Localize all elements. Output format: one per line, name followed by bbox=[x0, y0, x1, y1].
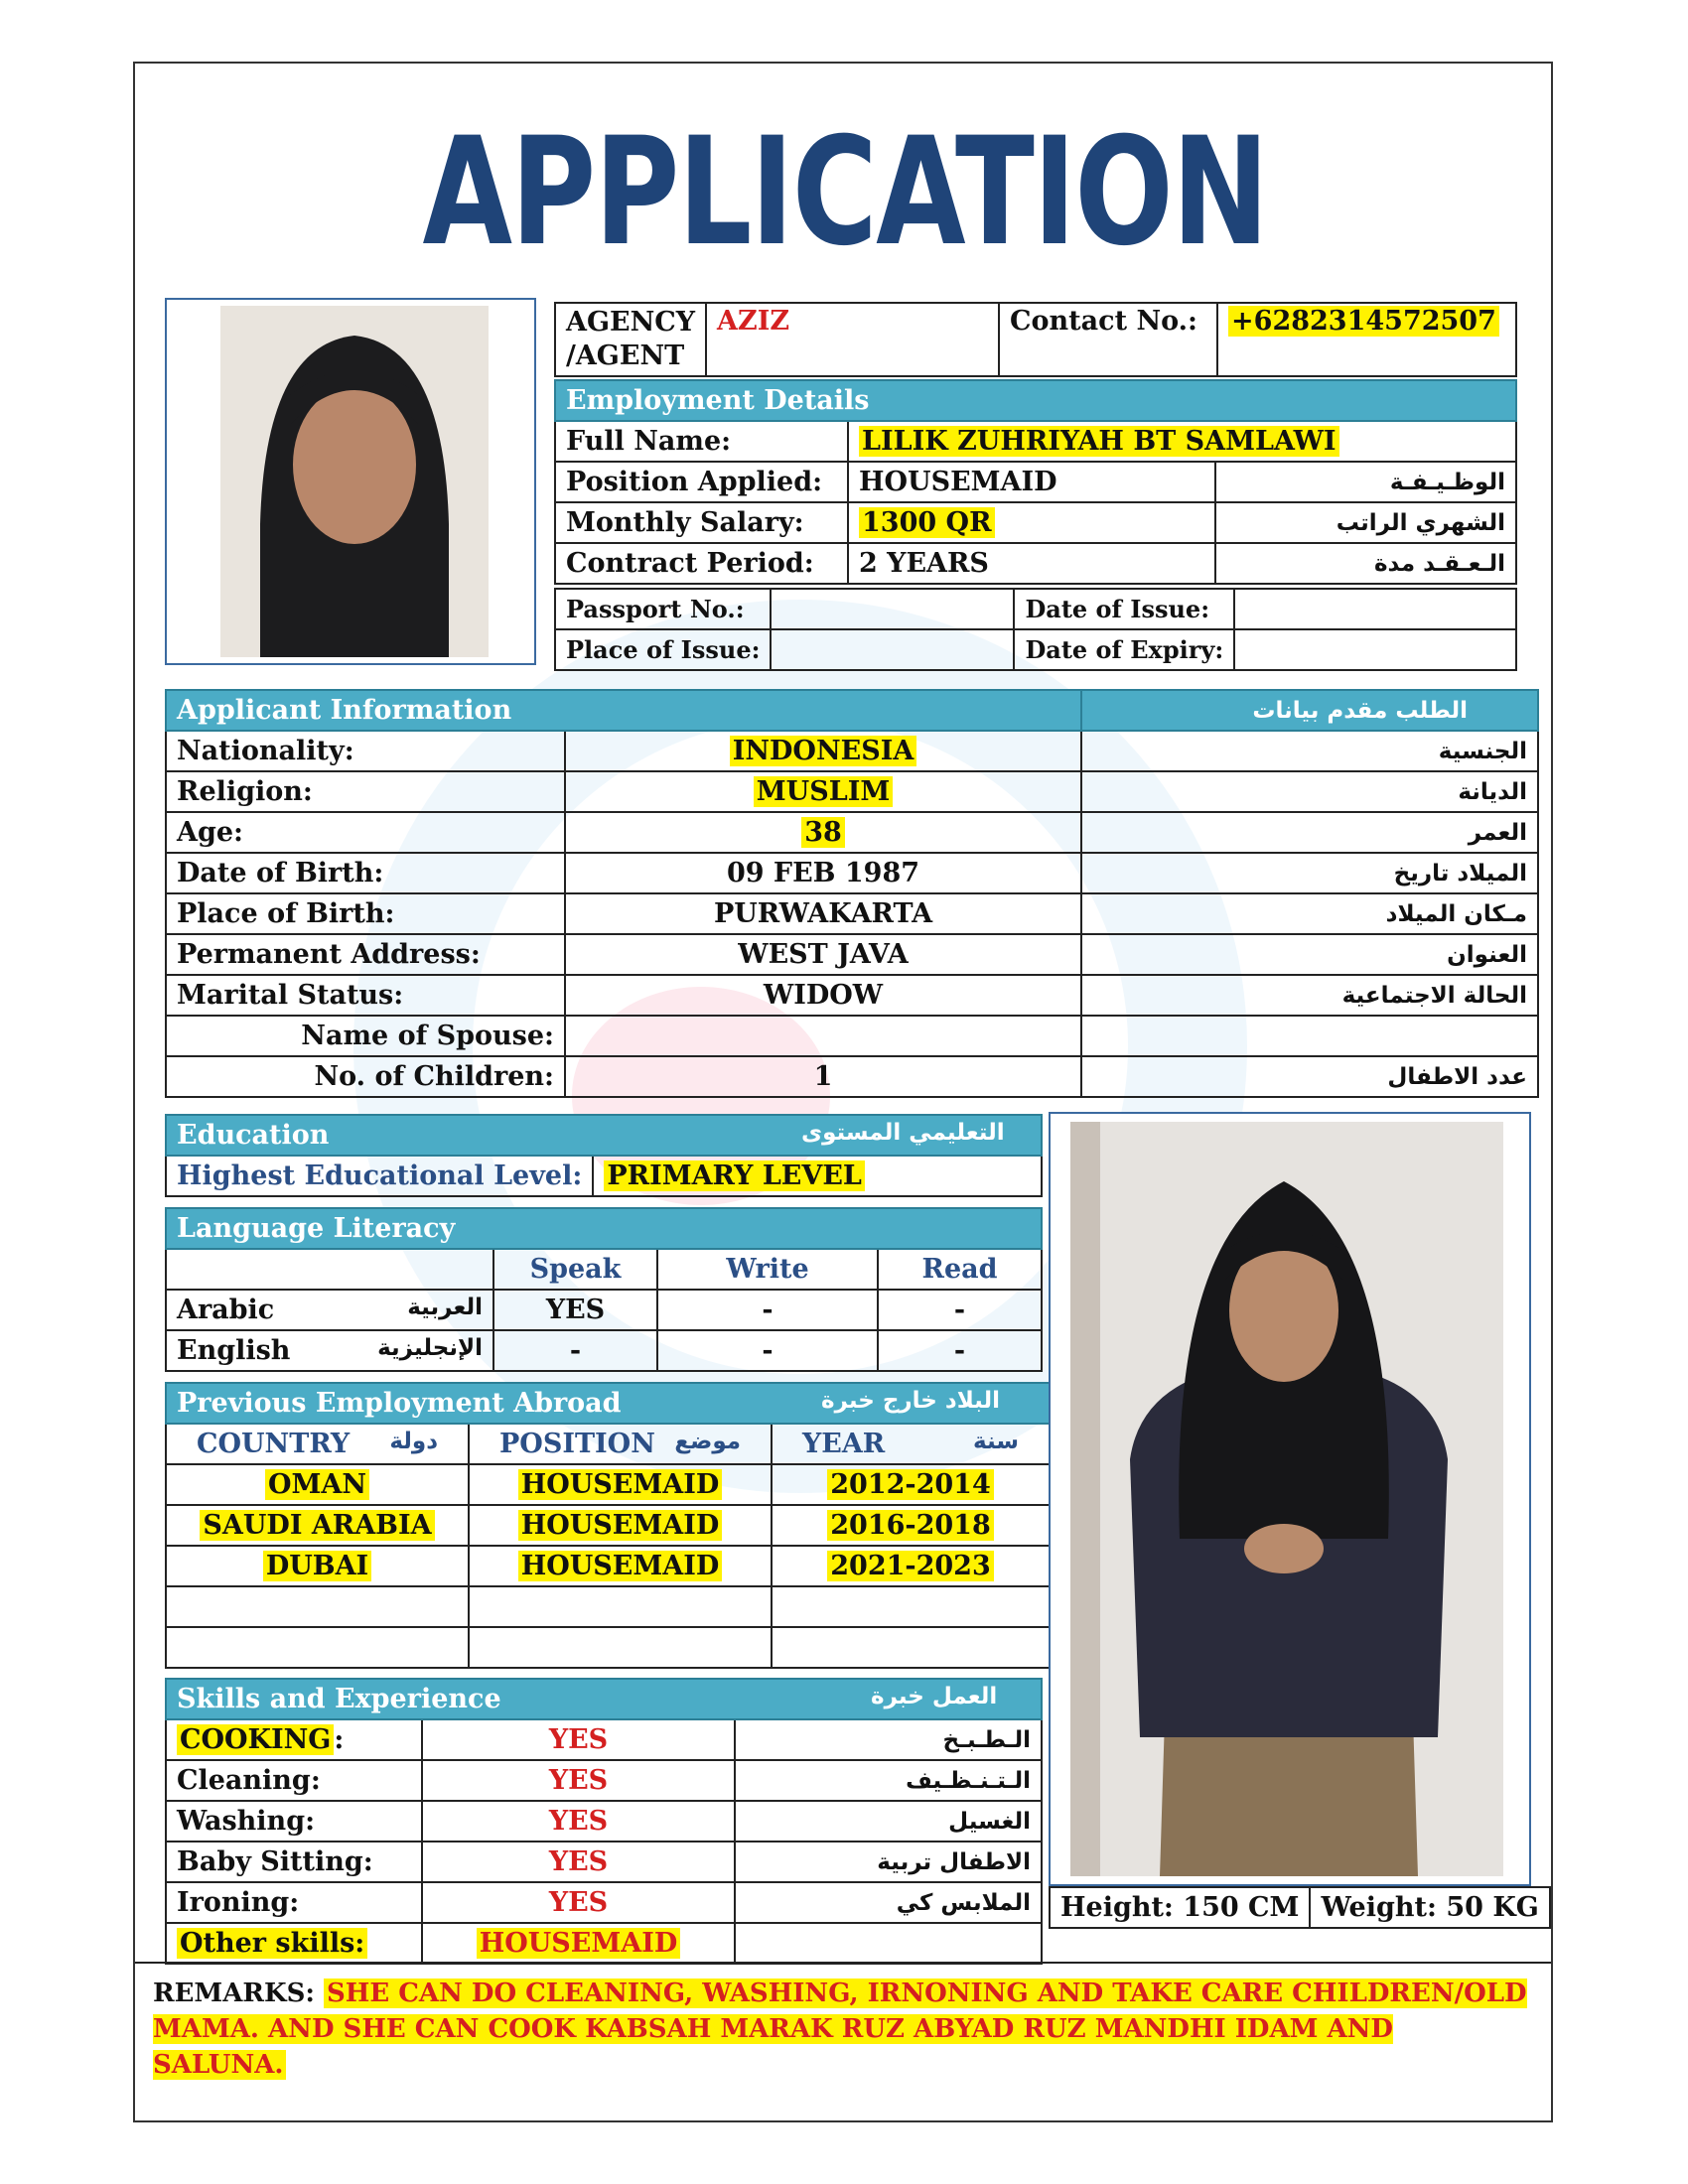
skill-ar: الـتـنـظـيف bbox=[735, 1760, 1042, 1801]
passport-no-label: Passport No.: bbox=[555, 589, 771, 629]
skill-row bbox=[166, 1882, 1042, 1923]
salary-ar: الشهري الراتب bbox=[1215, 502, 1516, 543]
previous-year: 2012-2014 bbox=[827, 1469, 994, 1500]
fullbody-photo-frame bbox=[1049, 1112, 1531, 1886]
education-level-label: Highest Educational Level: bbox=[166, 1156, 593, 1196]
passport-no-value bbox=[771, 589, 1014, 629]
applicant-row bbox=[166, 812, 1538, 853]
applicant-ar: مـكان الميلاد bbox=[1081, 893, 1538, 934]
applicant-value: WEST JAVA bbox=[738, 939, 909, 970]
skill-value: YES bbox=[422, 1801, 735, 1842]
applicant-row bbox=[166, 771, 1538, 812]
skill-row bbox=[166, 1801, 1042, 1842]
agency-value: AZIZ bbox=[706, 303, 999, 376]
language-name: English bbox=[177, 1335, 291, 1366]
other-skills-value: HOUSEMAID bbox=[477, 1928, 681, 1959]
applicant-row bbox=[166, 853, 1538, 893]
education-header bbox=[166, 1115, 1042, 1156]
skill-label: COOKING bbox=[177, 1724, 334, 1755]
skill-label: Baby Sitting: bbox=[177, 1846, 373, 1877]
applicant-ar: الديانة bbox=[1081, 771, 1538, 812]
issue-date-value bbox=[1234, 589, 1516, 629]
skill-value: YES bbox=[422, 1760, 735, 1801]
language-ar: العربية bbox=[407, 1295, 483, 1320]
language-table bbox=[165, 1207, 1043, 1372]
position-value: HOUSEMAID bbox=[848, 462, 1215, 502]
agency-label: AGENCY /AGENT bbox=[555, 303, 706, 376]
place-issue-value bbox=[771, 629, 1014, 670]
applicant-label: Place of Birth: bbox=[166, 893, 565, 934]
skills-header-ar: العمل خبرة bbox=[871, 1684, 998, 1709]
previous-year: 2021-2023 bbox=[827, 1551, 994, 1581]
previous-year: 2016-2018 bbox=[827, 1510, 994, 1541]
applicant-label: Marital Status: bbox=[166, 975, 565, 1016]
physical-table bbox=[1049, 1886, 1551, 1929]
previous-header-label: Previous Employment Abroad bbox=[177, 1388, 622, 1419]
applicant-ar: الميلاد تاريخ bbox=[1081, 853, 1538, 893]
contact-label: Contact No.: bbox=[999, 303, 1217, 376]
page-title: APPLICATION bbox=[422, 106, 1268, 279]
skill-ar: الاطفال تربية bbox=[735, 1842, 1042, 1882]
lang-col-read: Read bbox=[878, 1249, 1042, 1290]
previous-header-ar: البلاد خارج خبرة bbox=[821, 1388, 1001, 1414]
previous-col-en: POSITION bbox=[499, 1429, 655, 1459]
applicant-row bbox=[166, 893, 1538, 934]
salary-value: 1300 QR bbox=[859, 507, 995, 538]
language-read: - bbox=[878, 1290, 1042, 1330]
children-value: 1 bbox=[565, 1056, 1081, 1097]
previous-col bbox=[166, 1424, 469, 1464]
previous-country: DUBAI bbox=[263, 1551, 371, 1581]
applicant-ar: العمر bbox=[1081, 812, 1538, 853]
expiry-label: Date of Expiry: bbox=[1014, 629, 1234, 670]
applicant-value: WIDOW bbox=[763, 980, 884, 1011]
skill-label: Ironing: bbox=[177, 1887, 300, 1918]
weight-value: Weight: 50 KG bbox=[1310, 1887, 1549, 1928]
previous-header bbox=[166, 1383, 1050, 1424]
applicant-row bbox=[166, 731, 1538, 771]
issue-date-label: Date of Issue: bbox=[1014, 589, 1234, 629]
previous-position: HOUSEMAID bbox=[518, 1469, 723, 1500]
education-header-ar: التعليمي المستوى bbox=[801, 1120, 1005, 1146]
applicant-ar: الحالة الاجتماعية bbox=[1081, 975, 1538, 1016]
skill-value: YES bbox=[422, 1882, 735, 1923]
full-name-label: Full Name: bbox=[555, 421, 848, 462]
applicant-row bbox=[166, 934, 1538, 975]
language-ar: الإنجليزية bbox=[377, 1335, 483, 1361]
skill-ar: الملابس كي bbox=[735, 1882, 1042, 1923]
position-ar: الوظـيـفـة bbox=[1215, 462, 1516, 502]
applicant-ar: الجنسية bbox=[1081, 731, 1538, 771]
applicant-header: Applicant Information bbox=[166, 690, 1081, 731]
application-form bbox=[133, 62, 1553, 2122]
previous-col-ar: سنة bbox=[973, 1429, 1019, 1454]
previous-country: OMAN bbox=[265, 1469, 369, 1500]
previous-table bbox=[165, 1382, 1051, 1669]
applicant-label: Religion: bbox=[166, 771, 565, 812]
children-label: No. of Children: bbox=[166, 1056, 565, 1097]
education-table bbox=[165, 1114, 1043, 1197]
language-header: Language Literacy bbox=[166, 1208, 1042, 1249]
language-row bbox=[166, 1290, 1042, 1330]
skill-row bbox=[166, 1760, 1042, 1801]
children-ar: عدد الاطفال bbox=[1081, 1056, 1538, 1097]
education-level-value: PRIMARY LEVEL bbox=[604, 1160, 865, 1191]
skill-label: Washing: bbox=[177, 1806, 316, 1837]
previous-row-empty bbox=[166, 1627, 1050, 1668]
skill-row bbox=[166, 1842, 1042, 1882]
applicant-value: MUSLIM bbox=[754, 776, 893, 807]
previous-col-ar: دولة bbox=[389, 1429, 438, 1454]
previous-col-en: YEAR bbox=[802, 1429, 886, 1459]
passport-table bbox=[554, 588, 1517, 671]
previous-row bbox=[166, 1505, 1050, 1546]
language-read: - bbox=[878, 1330, 1042, 1371]
language-speak: YES bbox=[493, 1290, 657, 1330]
salary-label: Monthly Salary: bbox=[555, 502, 848, 543]
other-skills-label: Other skills: bbox=[177, 1928, 367, 1959]
contract-ar: الـعـقـد مدة bbox=[1215, 543, 1516, 584]
previous-col-ar: موضع bbox=[674, 1429, 741, 1454]
applicant-value: PURWAKARTA bbox=[713, 898, 933, 929]
language-speak: - bbox=[493, 1330, 657, 1371]
previous-position: HOUSEMAID bbox=[518, 1551, 723, 1581]
height-value: Height: 150 CM bbox=[1050, 1887, 1310, 1928]
remarks-text: SHE CAN DO CLEANING, WASHING, IRNONING AND TAKE CARE CHILDREN/OLD MAMA. AND SHE CAN COOK KABSAH MARAK RUZ ABYAD RUZ MANDHI IDAM AND SALUNA. bbox=[153, 1979, 1527, 2080]
applicant-label: Permanent Address: bbox=[166, 934, 565, 975]
applicant-header-ar: الطلب مقدم بيانات bbox=[1081, 690, 1538, 731]
expiry-value bbox=[1234, 629, 1516, 670]
education-header-label: Education bbox=[177, 1120, 330, 1151]
lang-col-speak: Speak bbox=[493, 1249, 657, 1290]
language-row bbox=[166, 1330, 1042, 1371]
previous-col bbox=[772, 1424, 1050, 1464]
applicant-label: Date of Birth: bbox=[166, 853, 565, 893]
skills-header bbox=[166, 1679, 1042, 1719]
employment-header: Employment Details bbox=[555, 380, 1516, 421]
employment-table bbox=[554, 379, 1517, 585]
previous-country: SAUDI ARABIA bbox=[200, 1510, 434, 1541]
skill-label: Cleaning: bbox=[177, 1765, 321, 1796]
remarks-label: REMARKS: bbox=[153, 1979, 315, 2008]
position-label: Position Applied: bbox=[555, 462, 848, 502]
skill-suffix: : bbox=[334, 1724, 345, 1755]
applicant-table bbox=[165, 689, 1539, 1098]
previous-row bbox=[166, 1546, 1050, 1586]
skill-value: YES bbox=[422, 1719, 735, 1760]
applicant-value: 38 bbox=[801, 817, 845, 848]
place-issue-label: Place of Issue: bbox=[555, 629, 771, 670]
previous-row bbox=[166, 1464, 1050, 1505]
contract-value: 2 YEARS bbox=[848, 543, 1215, 584]
applicant-label: Age: bbox=[166, 812, 565, 853]
remarks-box bbox=[135, 1962, 1551, 2122]
applicant-value: 09 FEB 1987 bbox=[726, 858, 920, 888]
language-write: - bbox=[657, 1330, 878, 1371]
skill-row bbox=[166, 1719, 1042, 1760]
previous-col-en: COUNTRY bbox=[197, 1429, 351, 1459]
applicant-value: INDONESIA bbox=[730, 736, 917, 766]
headshot-photo-frame bbox=[165, 298, 536, 665]
spouse-label: Name of Spouse: bbox=[166, 1016, 565, 1056]
skill-ar: الغسيل bbox=[735, 1801, 1042, 1842]
skills-table bbox=[165, 1678, 1043, 1965]
language-name: Arabic bbox=[177, 1295, 275, 1325]
previous-position: HOUSEMAID bbox=[518, 1510, 723, 1541]
full-name-value: LILIK ZUHRIYAH BT SAMLAWI bbox=[859, 426, 1339, 457]
headshot-photo bbox=[220, 306, 489, 657]
applicant-row bbox=[166, 975, 1538, 1016]
lang-col-write: Write bbox=[657, 1249, 878, 1290]
applicant-label: Nationality: bbox=[166, 731, 565, 771]
contract-label: Contract Period: bbox=[555, 543, 848, 584]
previous-col bbox=[469, 1424, 772, 1464]
fullbody-photo bbox=[1070, 1122, 1503, 1876]
spouse-value bbox=[565, 1016, 1081, 1056]
language-write: - bbox=[657, 1290, 878, 1330]
previous-row-empty bbox=[166, 1586, 1050, 1627]
applicant-ar: العنوان bbox=[1081, 934, 1538, 975]
skill-value: YES bbox=[422, 1842, 735, 1882]
contact-value: +6282314572507 bbox=[1228, 306, 1499, 337]
skills-header-label: Skills and Experience bbox=[177, 1684, 501, 1714]
agency-table bbox=[554, 302, 1517, 377]
skill-ar: الـطـبـخ bbox=[735, 1719, 1042, 1760]
